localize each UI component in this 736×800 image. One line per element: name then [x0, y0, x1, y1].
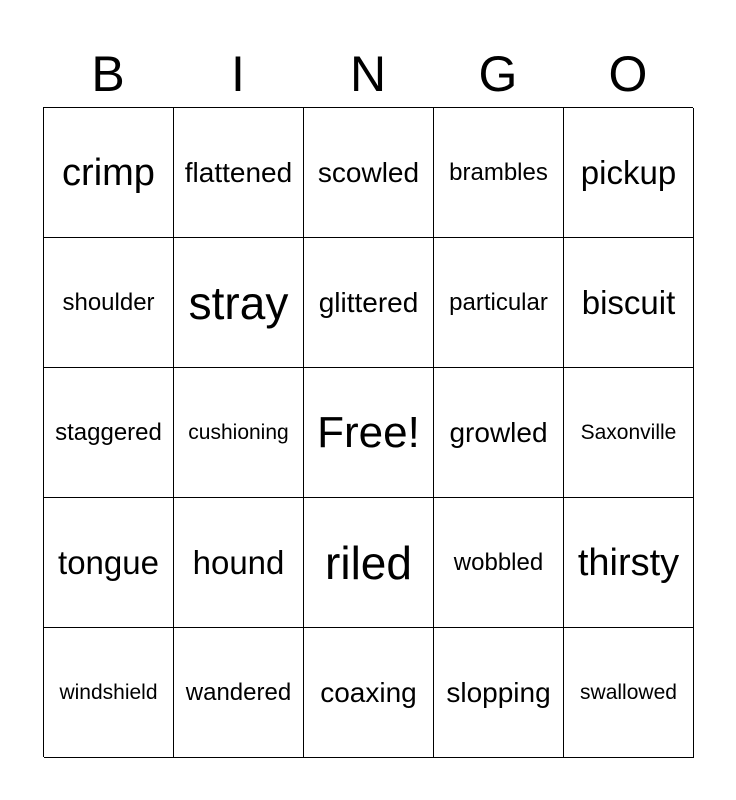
bingo-cell — [174, 238, 304, 368]
cell-word: brambles — [449, 158, 548, 186]
bingo-cell — [564, 368, 694, 498]
bingo-cell — [434, 238, 564, 368]
bingo-cell — [304, 238, 434, 368]
cell-word: Free! — [317, 407, 420, 457]
bingo-cell — [44, 108, 174, 238]
cell-word: Saxonville — [580, 421, 677, 444]
cell-word: stray — [188, 276, 289, 329]
free-space — [304, 368, 434, 498]
bingo-cell — [44, 368, 174, 498]
bingo-cell — [434, 498, 564, 628]
bingo-cell — [44, 628, 174, 758]
cell-word: pickup — [580, 154, 677, 191]
bingo-cell — [174, 368, 304, 498]
bingo-cell — [564, 108, 694, 238]
cell-word: staggered — [55, 418, 162, 446]
cell-word: wandered — [185, 678, 292, 706]
cell-word: biscuit — [581, 284, 676, 321]
cell-word: flattened — [184, 156, 293, 188]
header-letter-o: O — [608, 46, 648, 102]
header-letter-b: B — [91, 46, 125, 102]
header-letter-n: N — [349, 46, 387, 102]
cell-word: wobbled — [453, 548, 544, 576]
cell-word: shoulder — [62, 288, 155, 316]
cell-word: tongue — [58, 544, 159, 581]
bingo-cell — [434, 368, 564, 498]
cell-word: swallowed — [580, 681, 677, 704]
bingo-cell — [44, 238, 174, 368]
header-letter-g: G — [478, 46, 518, 102]
cell-word: slopping — [446, 676, 551, 708]
cell-word: hound — [192, 544, 285, 581]
cell-word: growled — [449, 416, 548, 448]
bingo-cell — [174, 498, 304, 628]
bingo-cell — [304, 108, 434, 238]
bingo-cell — [434, 108, 564, 238]
bingo-cell — [304, 628, 434, 758]
cell-word: scowled — [317, 156, 420, 188]
cell-word: coaxing — [320, 676, 417, 708]
bingo-cell — [304, 498, 434, 628]
cell-word: crimp — [62, 151, 155, 194]
cell-word: thirsty — [577, 541, 680, 584]
bingo-board — [43, 107, 693, 757]
header-letter-i: I — [231, 46, 245, 102]
cell-word: glittered — [318, 286, 419, 318]
cell-word: windshield — [59, 681, 158, 704]
bingo-cell — [564, 628, 694, 758]
bingo-cell — [44, 498, 174, 628]
bingo-cell — [564, 238, 694, 368]
cell-word: riled — [325, 536, 412, 589]
bingo-cell — [174, 628, 304, 758]
bingo-cell — [564, 498, 694, 628]
bingo-header — [43, 42, 693, 106]
cell-word: particular — [449, 288, 548, 316]
bingo-cell — [174, 108, 304, 238]
bingo-cell — [434, 628, 564, 758]
cell-word: cushioning — [188, 421, 289, 444]
